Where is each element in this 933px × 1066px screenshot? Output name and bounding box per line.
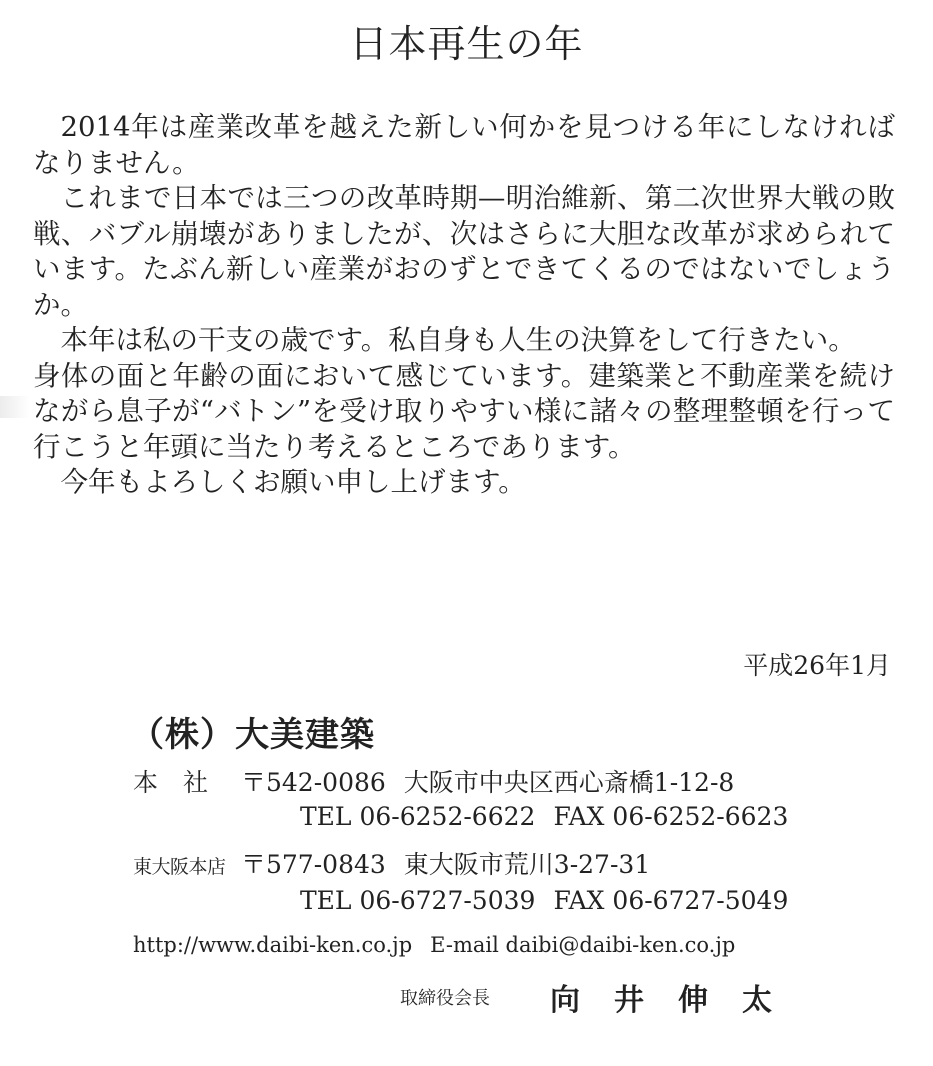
branch-office-address: 東大阪市荒川3-27-31 [403,850,651,879]
branch-office-label: 東大阪本店 [133,856,226,878]
paragraph-3: 本年は私の干支の歳です。私自身も人生の決算をして行きたい。 [60,324,856,356]
scan-artifact [0,396,30,418]
page-title: 日本再生の年 [349,22,584,66]
head-office-label: 本 社 [133,768,209,797]
company-name: （株）大美建築 [130,715,375,755]
head-office-phone-line [133,800,788,834]
head-office-fax: FAX 06-6252-6623 [553,802,789,831]
letter-date: 平成26年1月 [743,651,891,680]
website-url[interactable]: http://www.daibi-ken.co.jp [133,933,413,957]
head-office-block [133,766,788,834]
signatory-name: 向井伸太 [550,983,806,1018]
branch-office-fax: FAX 06-6727-5049 [553,886,789,915]
paragraph-4: 身体の面と年齢の面において感じています。建築業と不動産業を続けながら息子が“バトン”を受け取りやすい様に諸々の整理整頓を行って行こうと年頭に当たり考えるところであります。 [33,359,895,463]
paragraph-5: 今年もよろしくお願い申し上げます。 [60,466,526,498]
head-office-postal: 〒542-0086 [241,768,386,797]
signature-block [400,975,806,1019]
signatory-role: 取締役会長 [400,988,490,1009]
branch-office-phone-line [133,884,788,918]
email-address[interactable]: E-mail daibi@daibi-ken.co.jp [430,933,736,957]
paragraph-2: これまで日本では三つの改革時期—明治維新、第二次世界大戦の敗戦、バブル崩壊がありましたが、次はさらに大胆な改革が求められています。たぶん新しい産業がおのずとできてくるのではないでしょうか。 [33,182,895,321]
head-office-line [133,766,788,800]
head-office-address: 大阪市中央区西心斎橋1-12-8 [403,768,735,797]
letter-body [33,110,895,501]
branch-office-line [133,848,788,884]
head-office-tel: TEL 06-6252-6622 [300,802,536,831]
branch-office-tel: TEL 06-6727-5039 [300,886,536,915]
branch-office-block [133,848,788,918]
branch-office-postal: 〒577-0843 [241,850,386,879]
contact-line [133,930,735,960]
paragraph-1: 2014年は産業改革を越えた新しい何かを見つける年にしなければなりません。 [33,111,895,179]
